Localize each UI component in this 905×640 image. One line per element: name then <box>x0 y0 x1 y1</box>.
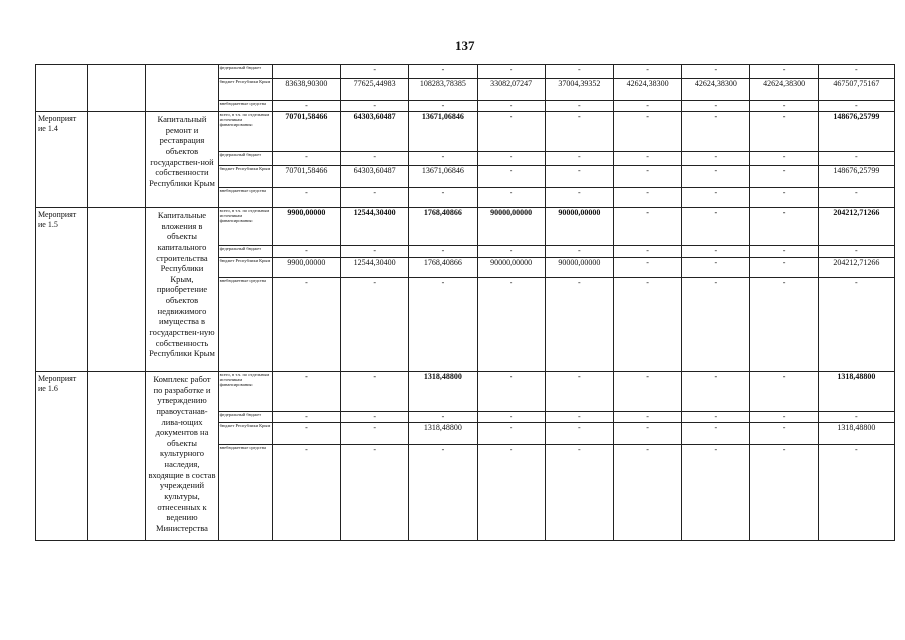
value-cell: 204212,71266 <box>818 208 894 246</box>
value-cell: 148676,25799 <box>818 166 894 188</box>
value-cell: - <box>613 423 681 445</box>
value-cell: - <box>818 188 894 208</box>
value-cell: - <box>682 166 750 188</box>
value-cell: - <box>545 372 613 412</box>
value-cell: - <box>545 412 613 423</box>
value-cell: - <box>613 258 681 278</box>
event-cell: Мероприят ие 1.4 <box>36 112 88 208</box>
value-cell: - <box>682 152 750 166</box>
value-cell: - <box>818 152 894 166</box>
value-cell: - <box>341 412 409 423</box>
value-cell: - <box>750 423 818 445</box>
value-cell: - <box>818 65 894 79</box>
value-cell: 12544,30400 <box>341 258 409 278</box>
blank-cell <box>88 65 146 112</box>
value-cell: - <box>613 112 681 152</box>
value-cell: 90000,00000 <box>545 208 613 246</box>
value-cell: - <box>409 152 477 166</box>
value-cell: - <box>341 372 409 412</box>
value-cell: - <box>682 246 750 258</box>
value-cell: - <box>272 101 340 112</box>
value-cell: - <box>409 445 477 541</box>
value-cell: - <box>682 188 750 208</box>
value-cell: - <box>341 423 409 445</box>
value-cell: 12544,30400 <box>341 208 409 246</box>
value-cell: - <box>477 112 545 152</box>
value-cell: 1318,48800 <box>818 372 894 412</box>
value-cell: - <box>682 258 750 278</box>
funding-source-cell: федеральный бюджет <box>218 412 272 423</box>
event-description-cell: Капитальные вложения в объекты капитального строительства Республики Крым, приобретение объектов недвижимого имущества в государствен-ную собственность Республики Крым <box>146 208 218 372</box>
value-cell: - <box>682 412 750 423</box>
value-cell: - <box>750 412 818 423</box>
value-cell: - <box>750 101 818 112</box>
value-cell: - <box>682 445 750 541</box>
value-cell: - <box>341 278 409 372</box>
event-cell <box>36 65 88 112</box>
value-cell: - <box>272 152 340 166</box>
table-row <box>36 65 895 79</box>
value-cell: - <box>477 188 545 208</box>
value-cell: - <box>477 152 545 166</box>
event-cell: Мероприят ие 1.6 <box>36 372 88 541</box>
value-cell: 90000,00000 <box>545 258 613 278</box>
value-cell: - <box>477 278 545 372</box>
funding-source-cell: внебюджетные средства <box>218 445 272 541</box>
value-cell: - <box>682 112 750 152</box>
event-description-cell: Капитальный ремонт и реставрация объектов государствен-ной собственности Республики Крым <box>146 112 218 208</box>
value-cell: - <box>341 246 409 258</box>
value-cell: - <box>750 112 818 152</box>
value-cell: 9900,00000 <box>272 258 340 278</box>
value-cell: - <box>272 445 340 541</box>
funding-source-cell: всего, в т.ч. по отдельным источникам финансирования: <box>218 372 272 412</box>
value-cell: - <box>818 278 894 372</box>
value-cell: - <box>750 166 818 188</box>
table-row <box>36 112 895 152</box>
value-cell: - <box>750 188 818 208</box>
event-cell: Мероприят ие 1.5 <box>36 208 88 372</box>
value-cell: - <box>545 112 613 152</box>
value-cell: - <box>545 278 613 372</box>
value-cell: 42624,38300 <box>613 79 681 101</box>
funding-source-cell: бюджет Республики Крым <box>218 79 272 101</box>
funding-source-cell: всего, в т.ч. по отдельным источникам финансирования: <box>218 208 272 246</box>
value-cell: - <box>682 423 750 445</box>
funding-source-cell: внебюджетные средства <box>218 188 272 208</box>
budget-table-wrapper <box>35 64 895 541</box>
value-cell: 148676,25799 <box>818 112 894 152</box>
funding-source-cell: федеральный бюджет <box>218 152 272 166</box>
value-cell: - <box>818 246 894 258</box>
funding-source-cell: бюджет Республики Крым <box>218 258 272 278</box>
funding-source-cell: бюджет Республики Крым <box>218 423 272 445</box>
blank-cell <box>88 372 146 541</box>
funding-source-cell: бюджет Республики Крым <box>218 166 272 188</box>
value-cell: - <box>750 246 818 258</box>
value-cell: - <box>341 65 409 79</box>
value-cell: 77625,44983 <box>341 79 409 101</box>
value-cell: 42624,38300 <box>682 79 750 101</box>
value-cell: - <box>545 65 613 79</box>
value-cell: - <box>341 101 409 112</box>
value-cell: - <box>409 65 477 79</box>
value-cell: - <box>613 246 681 258</box>
value-cell: - <box>613 166 681 188</box>
value-cell: - <box>682 101 750 112</box>
value-cell: - <box>477 166 545 188</box>
value-cell: - <box>750 372 818 412</box>
value-cell: - <box>545 423 613 445</box>
value-cell: 90000,00000 <box>477 208 545 246</box>
value-cell: - <box>750 152 818 166</box>
page-number: 137 <box>455 38 475 53</box>
value-cell: - <box>545 246 613 258</box>
value-cell: - <box>409 412 477 423</box>
value-cell: 64303,60487 <box>341 112 409 152</box>
funding-source-cell: внебюджетные средства <box>218 278 272 372</box>
value-cell: - <box>545 445 613 541</box>
value-cell: - <box>272 278 340 372</box>
value-cell: 83638,90300 <box>272 79 340 101</box>
value-cell: 42624,38300 <box>750 79 818 101</box>
value-cell: - <box>750 445 818 541</box>
value-cell: - <box>613 188 681 208</box>
value-cell: 90000,00000 <box>477 258 545 278</box>
value-cell: - <box>409 278 477 372</box>
event-description-cell <box>146 65 218 112</box>
value-cell: - <box>750 278 818 372</box>
funding-source-cell: внебюджетные средства <box>218 101 272 112</box>
value-cell: - <box>341 188 409 208</box>
value-cell: - <box>613 445 681 541</box>
value-cell: 467507,75167 <box>818 79 894 101</box>
value-cell: - <box>272 246 340 258</box>
value-cell: - <box>341 152 409 166</box>
value-cell: - <box>613 278 681 372</box>
value-cell: - <box>409 188 477 208</box>
value-cell: - <box>477 101 545 112</box>
value-cell: - <box>682 278 750 372</box>
value-cell: 1768,40866 <box>409 208 477 246</box>
value-cell: - <box>272 372 340 412</box>
value-cell: - <box>613 152 681 166</box>
value-cell: - <box>818 445 894 541</box>
table-row <box>36 208 895 246</box>
value-cell: - <box>545 101 613 112</box>
value-cell: 1318,48800 <box>409 423 477 445</box>
event-description-cell: Комплекс работ по разработке и утверждению правоустанав-лива-ющих документов на объекты культурного наследия, входящие в состав учреждений культуры, отнесенных к ведению Министерства <box>146 372 218 541</box>
value-cell: - <box>682 372 750 412</box>
value-cell: - <box>272 412 340 423</box>
value-cell: 64303,60487 <box>341 166 409 188</box>
value-cell: - <box>272 423 340 445</box>
blank-cell <box>88 112 146 208</box>
value-cell: - <box>818 101 894 112</box>
value-cell: 9900,00000 <box>272 208 340 246</box>
value-cell: - <box>409 246 477 258</box>
value-cell: - <box>682 65 750 79</box>
table-row <box>36 372 895 412</box>
value-cell: 70701,58466 <box>272 166 340 188</box>
value-cell: - <box>750 208 818 246</box>
value-cell: - <box>477 412 545 423</box>
value-cell: - <box>613 208 681 246</box>
value-cell: - <box>409 101 477 112</box>
value-cell: - <box>477 372 545 412</box>
value-cell: 37004,39352 <box>545 79 613 101</box>
value-cell: 33082,07247 <box>477 79 545 101</box>
value-cell: - <box>613 101 681 112</box>
value-cell: 1318,48800 <box>409 372 477 412</box>
value-cell: 70701,58466 <box>272 112 340 152</box>
value-cell: - <box>477 246 545 258</box>
value-cell: 13671,06846 <box>409 166 477 188</box>
value-cell: 13671,06846 <box>409 112 477 152</box>
funding-source-cell: федеральный бюджет <box>218 246 272 258</box>
value-cell: - <box>545 152 613 166</box>
value-cell: - <box>613 372 681 412</box>
value-cell: - <box>341 445 409 541</box>
value-cell: - <box>477 445 545 541</box>
value-cell: - <box>613 65 681 79</box>
value-cell: - <box>477 65 545 79</box>
budget-table <box>35 64 895 541</box>
value-cell <box>272 65 340 79</box>
value-cell: - <box>750 258 818 278</box>
value-cell: - <box>750 65 818 79</box>
value-cell: - <box>545 188 613 208</box>
funding-source-cell: всего, в т.ч. по отдельным источникам финансирования: <box>218 112 272 152</box>
value-cell: 1318,48800 <box>818 423 894 445</box>
value-cell: - <box>682 208 750 246</box>
value-cell: - <box>272 188 340 208</box>
value-cell: - <box>477 423 545 445</box>
value-cell: 204212,71266 <box>818 258 894 278</box>
blank-cell <box>88 208 146 372</box>
value-cell: 1768,40866 <box>409 258 477 278</box>
value-cell: - <box>818 412 894 423</box>
value-cell: - <box>545 166 613 188</box>
value-cell: 108283,78385 <box>409 79 477 101</box>
funding-source-cell: федеральный бюджет <box>218 65 272 79</box>
value-cell: - <box>613 412 681 423</box>
